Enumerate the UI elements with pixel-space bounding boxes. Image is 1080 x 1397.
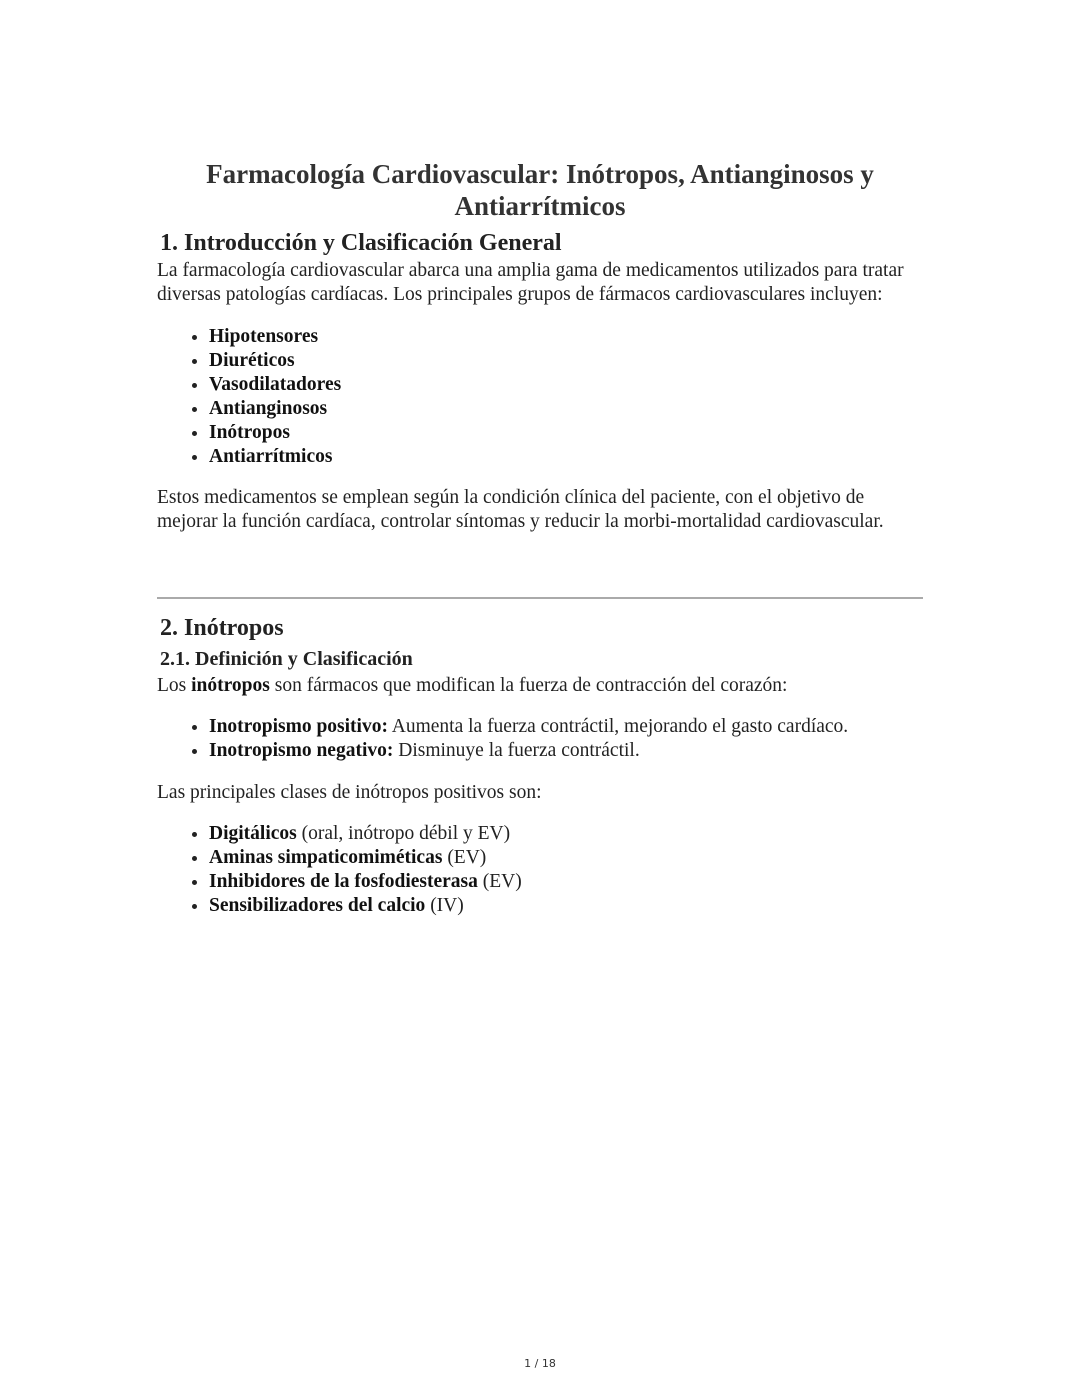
page-indicator: 1 / 18	[524, 1357, 556, 1370]
list-item: • Diuréticos	[209, 349, 925, 373]
list-item: • Sensibilizadores del calcio (IV)	[209, 894, 925, 918]
section-1	[157, 229, 925, 534]
classes-intro: Las principales clases de inótropos positivos son:	[157, 782, 542, 803]
section-1-heading: 1. Introducción y Clasificación General	[160, 230, 562, 256]
list-item: • Vasodilatadores	[209, 373, 925, 397]
drug-groups-list	[157, 325, 925, 469]
list-item: • Inotropismo negativo: Disminuye la fuerza contráctil.	[209, 739, 925, 763]
list-item: • Inótropos	[209, 421, 925, 445]
list-item: • Antianginosos	[209, 397, 925, 421]
list-item: • Digitálicos (oral, inótropo débil y EV)	[209, 822, 925, 846]
section-2-1-heading: 2.1. Definición y Clasificación	[160, 648, 413, 670]
section-1-closing: Estos medicamentos se emplean según la condición clínica del paciente, con el objetivo de mejorar la función cardíaca, controlar síntomas y reducir la morbi-mortalidad cardiovascular.	[157, 487, 884, 532]
section-2	[157, 614, 925, 918]
list-item: • Hipotensores	[209, 325, 925, 349]
section-divider	[157, 597, 923, 599]
section-1-intro: La farmacología cardiovascular abarca una amplia gama de medicamentos utilizados para tratar diversas patologías cardíacas. Los principales grupos de fármacos cardiovasculares incluyen:	[157, 260, 904, 305]
list-item: • Inhibidores de la fosfodiesterasa (EV)	[209, 870, 925, 894]
document-title: Farmacología Cardiovascular: Inótropos, Antianginosos y Antiarrítmicos	[206, 159, 874, 221]
section-2-heading: 2. Inótropos	[160, 615, 284, 641]
inotropes-definition: Los inótropos son fármacos que modifican la fuerza de contracción del corazón:	[157, 675, 788, 696]
inotrope-classes-list	[157, 822, 925, 918]
inotropism-types-list	[157, 715, 925, 763]
list-item: • Aminas simpaticomiméticas (EV)	[209, 846, 925, 870]
list-item: • Inotropismo positivo: Aumenta la fuerza contráctil, mejorando el gasto cardíaco.	[209, 715, 925, 739]
list-item: • Antiarrítmicos	[209, 445, 925, 469]
